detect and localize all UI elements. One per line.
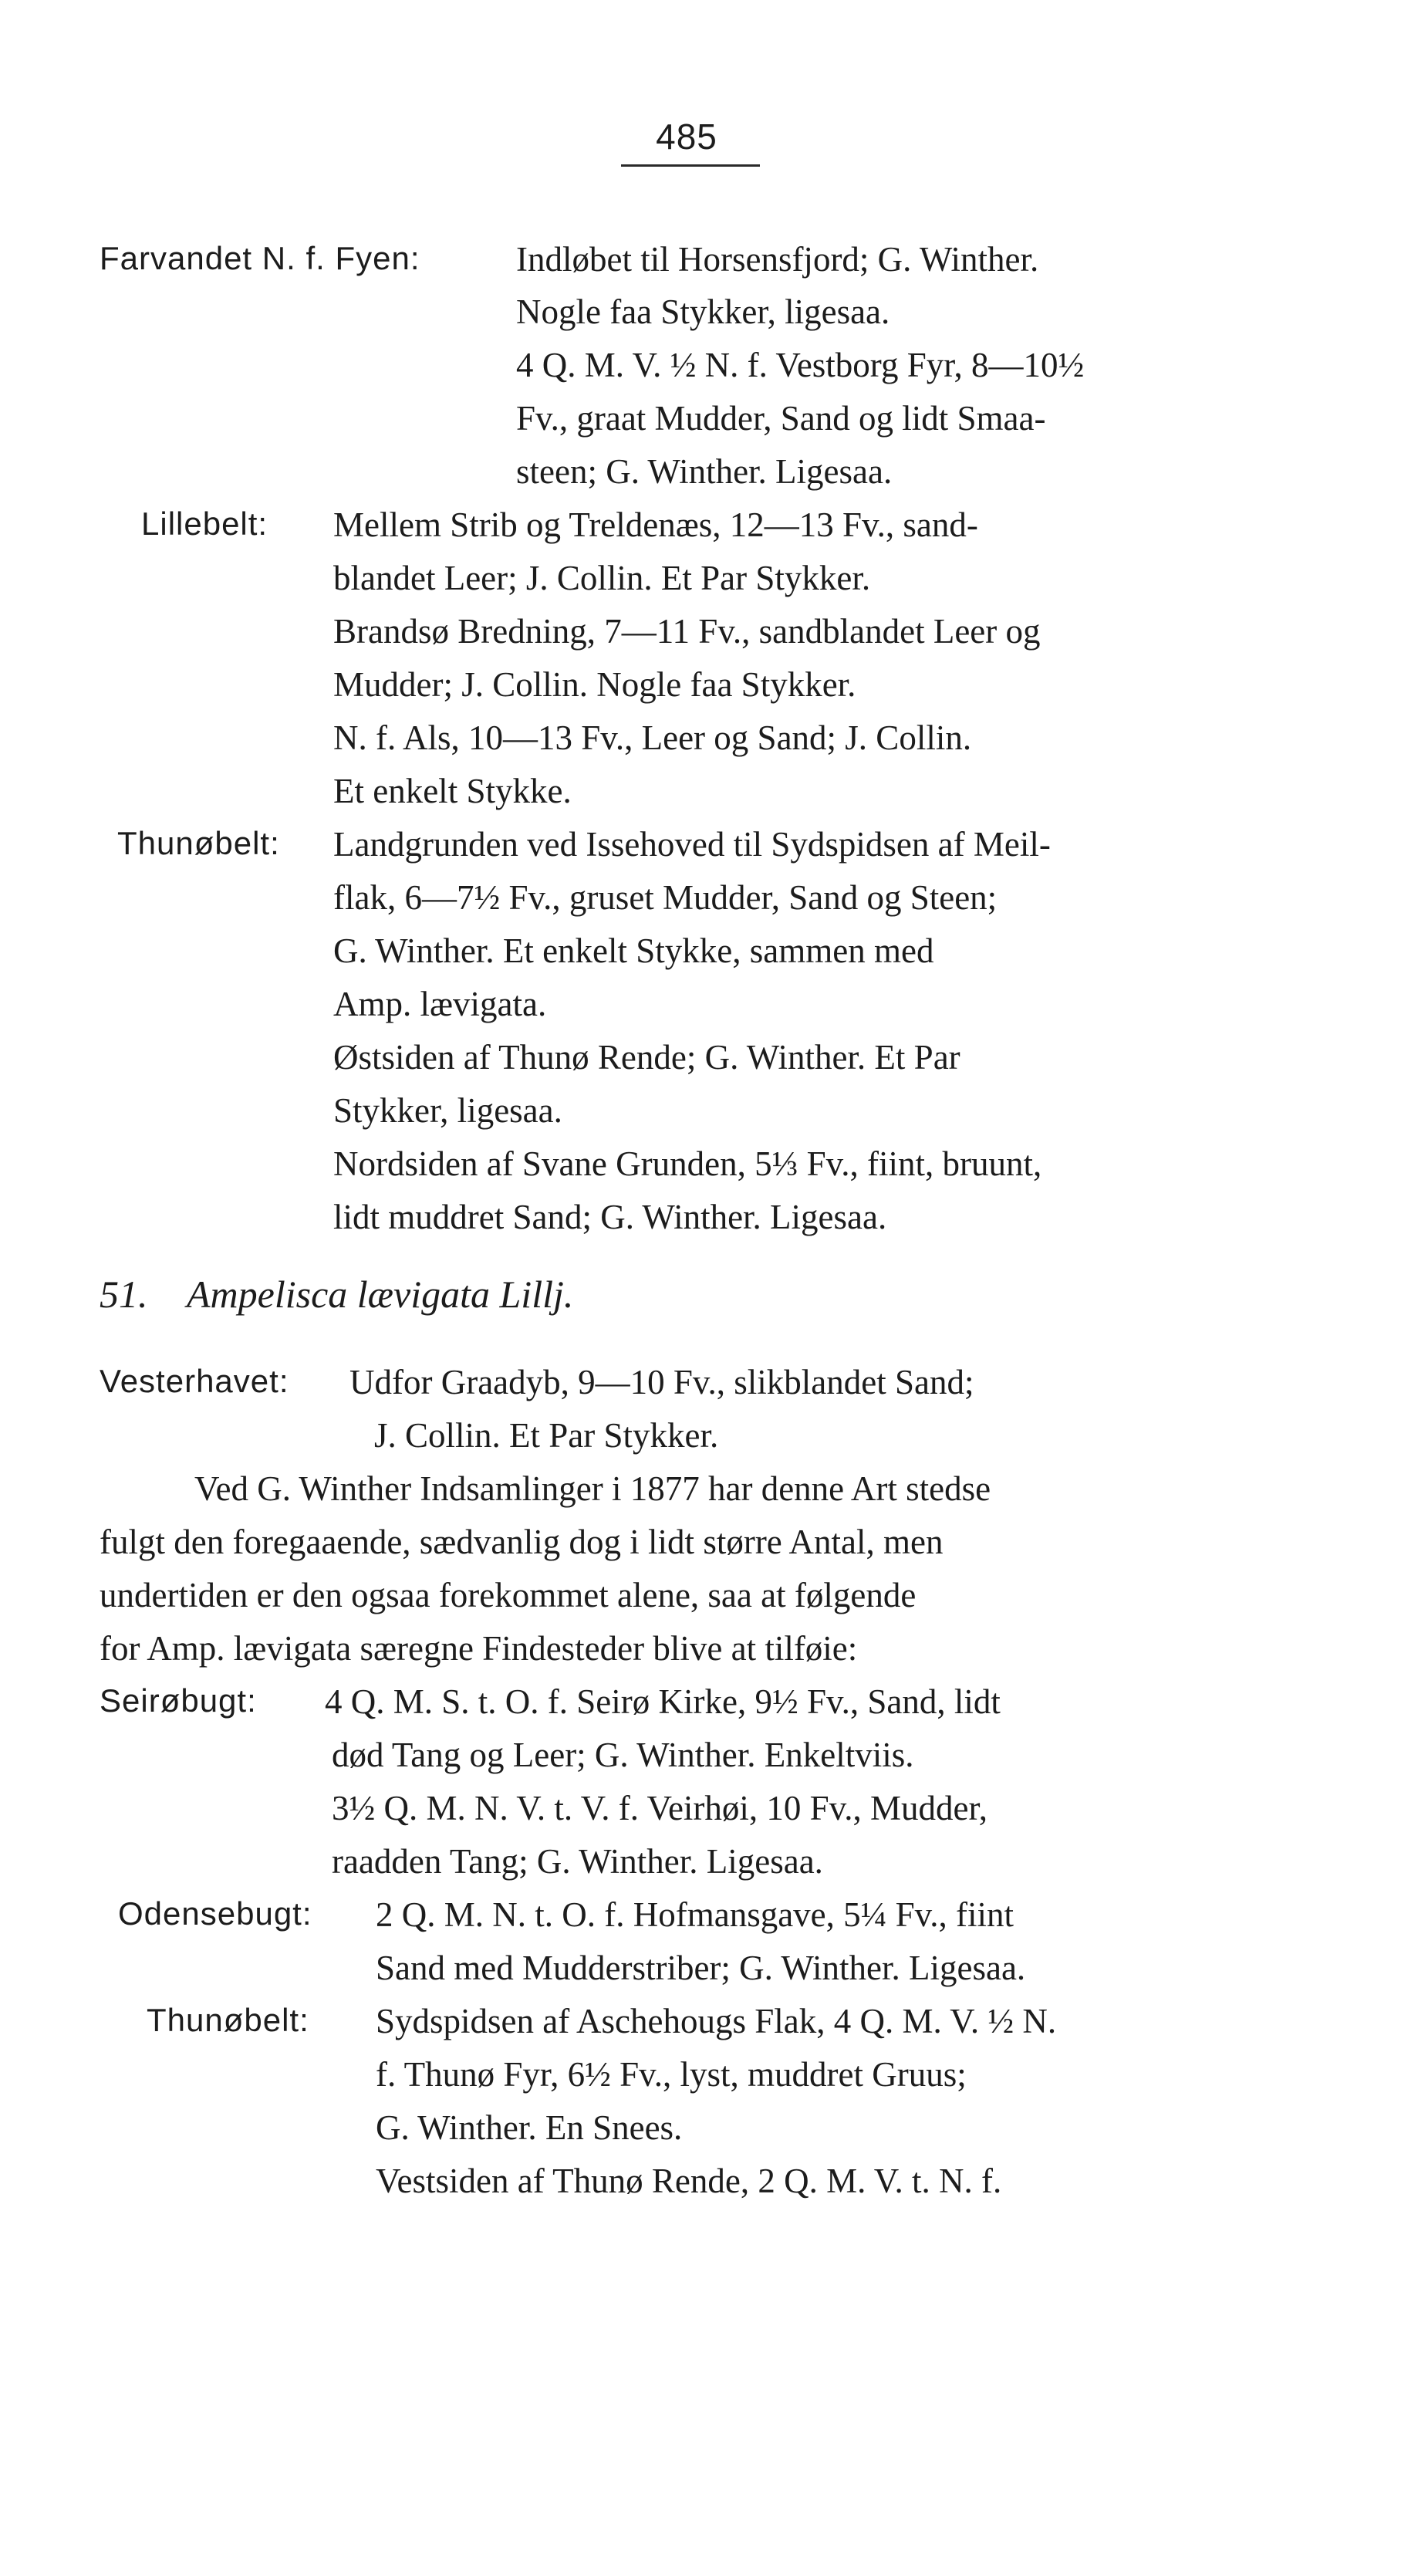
text-line: 4 Q. M. S. t. O. f. Seirø Kirke, 9½ Fv., Sand, lidt: [325, 1682, 1001, 1721]
location-label-seirobugt: Seirøbugt:: [100, 1682, 257, 1719]
text-line: Fv., graat Mudder, Sand og lidt Smaa-: [516, 399, 1046, 438]
text-line: Amp. lævigata.: [333, 985, 547, 1023]
text-line: Udfor Graadyb, 9—10 Fv., slikblandet Sand;: [349, 1363, 974, 1401]
text-line: Sydspidsen af Aschehougs Flak, 4 Q. M. V. ½ N.: [376, 2002, 1057, 2040]
location-label-thunobelt-2: Thunøbelt:: [147, 2002, 309, 2038]
text-line: Vestsiden af Thunø Rende, 2 Q. M. V. t. N. f.: [376, 2162, 1002, 2200]
paragraph-line: Ved G. Winther Indsamlinger i 1877 har denne Art stedse: [194, 1469, 991, 1508]
page-number-rule: [621, 164, 760, 167]
paragraph-line: undertiden er den ogsaa forekommet alene, saa at følgende: [100, 1576, 917, 1614]
location-label-odensebugt: Odensebugt:: [118, 1895, 312, 1932]
species-number: 51.: [100, 1273, 148, 1316]
text-line: Et enkelt Stykke.: [333, 772, 572, 810]
text-line: flak, 6—7½ Fv., gruset Mudder, Sand og Steen;: [333, 878, 998, 917]
text-line: lidt muddret Sand; G. Winther. Ligesaa.: [333, 1198, 887, 1236]
text-line: Nordsiden af Svane Grunden, 5⅓ Fv., fiint, bruunt,: [333, 1144, 1042, 1183]
text-line: Landgrunden ved Issehoved til Sydspidsen af Meil-: [333, 825, 1051, 864]
text-line: Østsiden af Thunø Rende; G. Winther. Et Par: [333, 1038, 960, 1077]
text-line: 4 Q. M. V. ½ N. f. Vestborg Fyr, 8—10½: [516, 346, 1085, 384]
page-number: 485: [656, 117, 717, 157]
species-title: Ampelisca lævigata Lillj.: [187, 1273, 574, 1316]
text-line: død Tang og Leer; G. Winther. Enkeltviis.: [332, 1736, 914, 1774]
text-line: G. Winther. Et enkelt Stykke, sammen med: [333, 931, 934, 970]
text-line: N. f. Als, 10—13 Fv., Leer og Sand; J. Collin.: [333, 718, 972, 757]
text-line: Nogle faa Stykker, ligesaa.: [516, 292, 890, 331]
text-line: blandet Leer; J. Collin. Et Par Stykker.: [333, 559, 871, 597]
text-line: steen; G. Winther. Ligesaa.: [516, 452, 893, 491]
location-label-thunobelt: Thunøbelt:: [117, 825, 280, 861]
text-line: 2 Q. M. N. t. O. f. Hofmansgave, 5¼ Fv., fiint: [376, 1895, 1014, 1934]
text-line: Stykker, ligesaa.: [333, 1091, 562, 1130]
text-line: raadden Tang; G. Winther. Ligesaa.: [332, 1842, 823, 1881]
location-label-vesterhavet: Vesterhavet:: [100, 1363, 289, 1399]
text-line: Sand med Mudderstriber; G. Winther. Ligesaa.: [376, 1949, 1026, 1987]
location-label-fyen: Farvandet N. f. Fyen:: [100, 240, 420, 276]
text-line: Brandsø Bredning, 7—11 Fv., sandblandet Leer og: [333, 612, 1041, 651]
text-line: 3½ Q. M. N. V. t. V. f. Veirhøi, 10 Fv., Mudder,: [332, 1789, 987, 1827]
text-line: G. Winther. En Snees.: [376, 2108, 683, 2147]
text-line: Indløbet til Horsensfjord; G. Winther.: [516, 240, 1039, 279]
text-line: f. Thunø Fyr, 6½ Fv., lyst, muddret Gruus;: [376, 2055, 967, 2094]
paragraph-line: for Amp. lævigata særegne Findesteder blive at tilføie:: [100, 1629, 858, 1668]
location-label-lillebelt: Lillebelt:: [141, 505, 268, 542]
text-line: J. Collin. Et Par Stykker.: [374, 1416, 719, 1455]
text-line: Mellem Strib og Treldenæs, 12—13 Fv., sand-: [333, 505, 978, 544]
paragraph-line: fulgt den foregaaende, sædvanlig dog i lidt større Antal, men: [100, 1523, 944, 1561]
text-line: Mudder; J. Collin. Nogle faa Stykker.: [333, 665, 856, 704]
